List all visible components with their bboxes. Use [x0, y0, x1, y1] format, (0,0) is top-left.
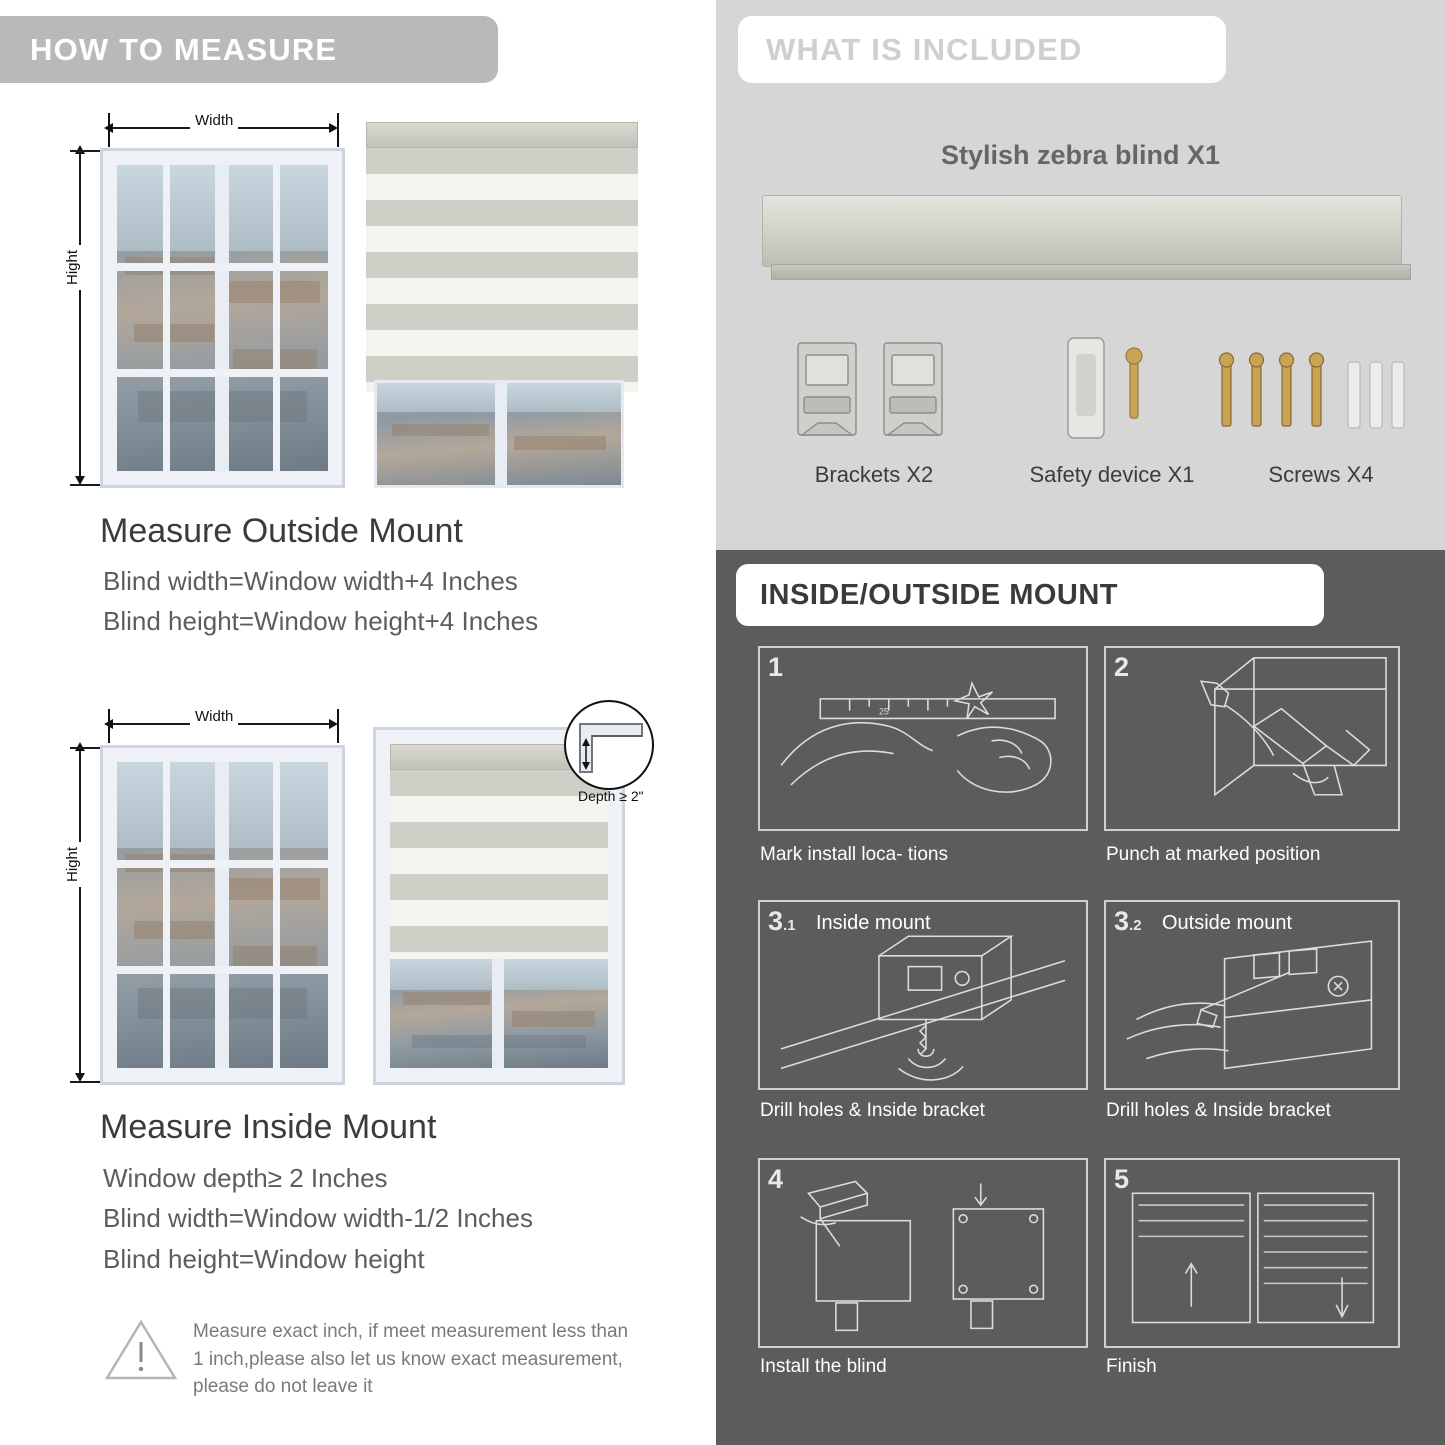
step-2-illustration: [1106, 648, 1398, 829]
inside-mount-line2: Blind width=Window width-1/2 Inches: [103, 1203, 533, 1233]
step-3-2-caption: Drill holes & Inside bracket: [1106, 1100, 1331, 1121]
screws-image: [1208, 336, 1408, 446]
step-3-1-illustration: [760, 902, 1086, 1088]
step-4-illustration: [760, 1160, 1086, 1346]
what-is-included-banner: WHAT IS INCLUDED: [738, 16, 1226, 83]
inside-window-illustration: [100, 745, 345, 1085]
inside-height-label: Hight: [64, 842, 81, 887]
step-3-1-number: 3.1: [768, 906, 796, 936]
outside-width-tick-right: [337, 113, 339, 147]
step-5-number: 5: [1114, 1164, 1130, 1194]
outside-height-tick-bottom: [70, 484, 100, 486]
screws-label: Screws X4: [1268, 462, 1374, 487]
step-2-number: 2: [1114, 652, 1130, 682]
step-3-1-inline-label: Inside mount: [816, 912, 931, 934]
blind-headrail: [366, 122, 638, 148]
outside-width-label: Width: [190, 112, 238, 129]
included-product-title: Stylish zebra blind X1: [940, 140, 1221, 170]
window-center-post: [495, 383, 507, 485]
step-4-number: 4: [768, 1164, 784, 1194]
brackets-label: Brackets X2: [814, 462, 934, 487]
window-center-post: [215, 165, 229, 471]
how-to-measure-banner: HOW TO MEASURE: [0, 16, 498, 83]
blind-zebra-fabric: [390, 770, 608, 959]
zebra-blind-product-image: [762, 195, 1402, 267]
inside-outside-mount-banner: INSIDE/OUTSIDE MOUNT: [736, 564, 1324, 626]
window-mullion-v2: [273, 762, 280, 1068]
step-card-2: [1104, 646, 1400, 831]
window-mullion-v3: [328, 165, 335, 471]
outside-mounted-blind: [366, 122, 638, 392]
step-5-caption: Finish: [1106, 1356, 1157, 1377]
outside-window-below-blind: [374, 380, 624, 488]
blind-zebra-fabric: [366, 148, 638, 392]
step-3-1-caption: Drill holes & Inside bracket: [760, 1100, 985, 1121]
step-card-4: [758, 1158, 1088, 1348]
brackets-image: [788, 335, 960, 445]
window-center-post: [492, 959, 504, 1068]
step-card-3-1: [758, 900, 1088, 1090]
outside-width-tick-left: [108, 113, 110, 147]
window-mullion-h1: [117, 860, 328, 868]
inside-mount-line3: Blind height=Window height: [103, 1244, 425, 1274]
step-3-2-inline-label: Outside mount: [1162, 912, 1293, 934]
outside-mount-line2: Blind height=Window height+4 Inches: [103, 606, 539, 636]
inside-height-dimension-line: [79, 747, 81, 1079]
window-mullion-h2: [117, 966, 328, 974]
inside-height-tick-top: [70, 747, 100, 749]
step-card-5: [1104, 1158, 1400, 1348]
window-mullion-v2: [273, 165, 280, 471]
inside-height-tick-bottom: [70, 1081, 100, 1083]
step-2-caption: Punch at marked position: [1106, 844, 1321, 865]
inside-mounted-blind: [390, 744, 608, 959]
outside-height-tick-top: [70, 150, 100, 152]
step-3-2-number: 3.2: [1114, 906, 1142, 936]
step-3-2-illustration: [1106, 902, 1398, 1088]
step-1-number: 1: [768, 652, 784, 682]
window-mullion-h1: [117, 263, 328, 271]
depth-callout-circle: [564, 700, 654, 790]
inside-mount-line1: Window depth≥ 2 Inches: [103, 1163, 388, 1193]
outside-height-dimension-line: [79, 150, 81, 482]
window-mullion-v1: [163, 165, 170, 471]
measurement-note-text: Measure exact inch, if meet measurement less than 1 inch,please also let us know exact measurement, please do not leave it: [193, 1321, 629, 1398]
step-1-caption: Mark install loca- tions: [760, 844, 948, 865]
step-card-1: [758, 646, 1088, 831]
inside-outside-mount-section: [716, 550, 1445, 1445]
inside-width-tick-right: [337, 709, 339, 743]
svg-text:25: 25: [878, 706, 889, 717]
how-to-measure-section: [0, 0, 712, 1445]
outside-window-illustration: [100, 148, 345, 488]
inside-width-tick-left: [108, 709, 110, 743]
inside-width-label: Width: [190, 708, 238, 725]
step-1-illustration: [760, 648, 1086, 829]
step-card-3-2: [1104, 900, 1400, 1090]
warning-icon: [105, 1318, 177, 1387]
safety-device-label: Safety device X1: [1029, 462, 1195, 487]
window-mullion-h2: [117, 369, 328, 377]
outside-height-label: Hight: [64, 245, 81, 290]
outside-mount-line1: Blind width=Window width+4 Inches: [103, 566, 518, 596]
window-center-post: [215, 762, 229, 1068]
outside-mount-title: Measure Outside Mount: [100, 512, 463, 550]
what-is-included-section: [716, 0, 1445, 550]
step-5-illustration: [1106, 1160, 1398, 1346]
safety-device-image: [1046, 330, 1186, 448]
inside-mount-title: Measure Inside Mount: [100, 1108, 437, 1146]
depth-label: Depth ≥ 2": [578, 788, 644, 804]
measurement-note: [105, 1318, 633, 1401]
step-4-caption: Install the blind: [760, 1356, 887, 1377]
window-mullion-v3: [328, 762, 335, 1068]
window-mullion-v1: [163, 762, 170, 1068]
